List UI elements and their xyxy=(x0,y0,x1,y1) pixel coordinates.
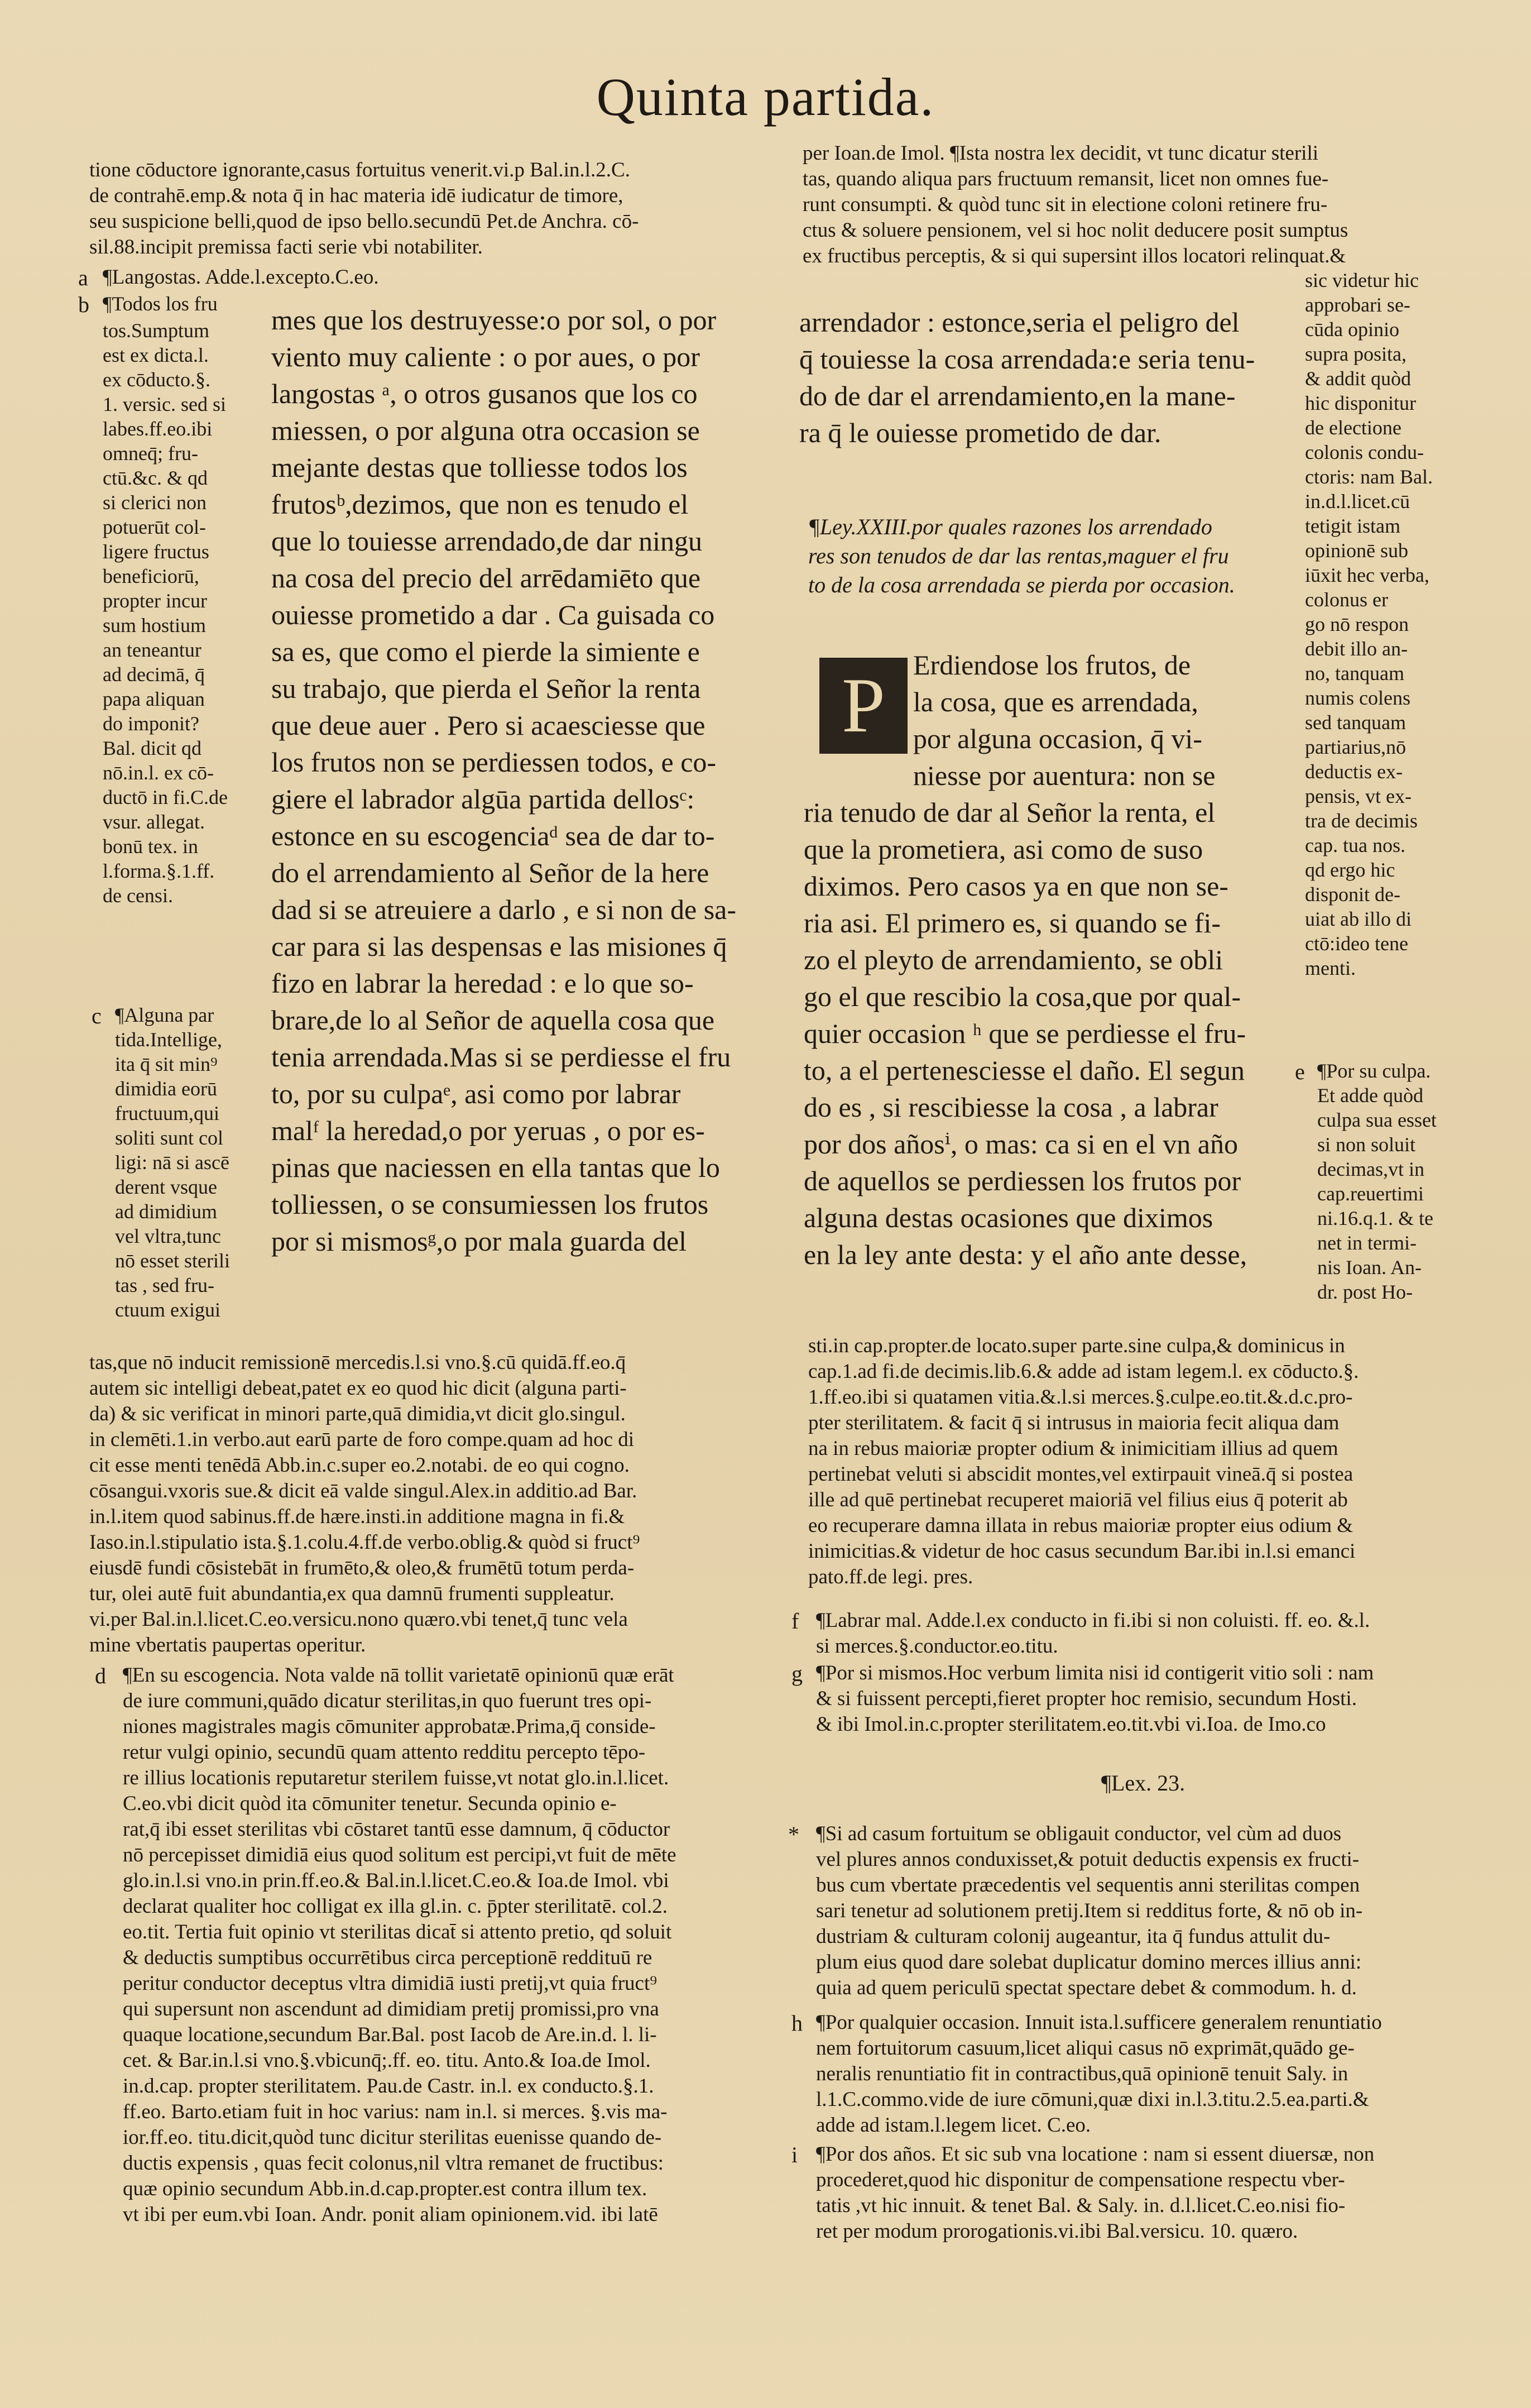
gloss-top-right: per Ioan.de Imol. ¶Ista nostra lex decidit, vt tunc dicatur sterili tas, quando aliqua pars fructuum remansit, licet non omnes fue- runt consumpti. & quòd tunc sit in electione coloni retinere fru- ctus & soluere pensionem, vel si hoc nolit deducere posit sumptus ex fructibus perceptis, & si qui supersint illos locatori relinquat.& xyxy=(803,142,1348,267)
page-title: Quinta partida. xyxy=(596,67,935,127)
marker-i: i xyxy=(791,2142,798,2167)
gloss-h: ¶Por qualquier occasion. Innuit ista.l.sufficere generalem renuntiatio nem fortuitorum casuum,licet aliqui casus nō exprimāt,quādo ge- neralis renuntiatio fit in contractibus,quā opinionē tenuit Saly. in l.1.C.commo.vide de iure cōmuni,quæ dixi in.l.3.titu.2.5.ea.parti.& adde ad istam.l.legem licet. C.eo. xyxy=(816,2011,1382,2137)
marker-g: g xyxy=(791,1661,803,1686)
gloss-top-left: tione cōductore ignorante,casus fortuitus venerit.vi.p Bal.in.l.2.C. de contrahē.emp.& nota q̄ in hac materia idē iudicatur de timore, seu suspicione belli,quod de ipso bello.secundū Pet.de Anchra. cō- sil.88.incipit premissa facti serie vbi notabiliter. xyxy=(89,159,639,258)
lex-label: ¶Lex. 23. xyxy=(1101,1770,1186,1796)
gloss-b-heading: ¶Todos los fru xyxy=(103,293,218,315)
law-heading: ¶Ley.XXIII.por quales razones los arrendado res son tenudos de dar las rentas,maguer el fru to de la cosa arrendada se pierda por occasion. xyxy=(808,514,1235,597)
gloss-f: ¶Labrar mal. Adde.l.ex conducto in fi.ibi si non coluisti. ff. eo. &.l. si merces.§.conductor.eo.titu. xyxy=(816,1609,1370,1658)
gloss-b: tos.Sumptum est ex dicta.l. ex cōducto.§. 1. versic. sed si labes.ff.eo.ibi omneq̄; fru- ctū.&c. & qd si clerici non potuerūt col- ligere fructus beneficiorū, propter incur sum hostium an teneantur ad decimā, q̄ papa aliquan do imponit? Bal. dicit qd nō.in.l. ex cō- ductō in fi.C.de vsur. allegat. bonū tex. in l.forma.§.1.ff. de censi. xyxy=(103,319,228,907)
main-text-right-first-lines: Erdiendose los frutos, de la cosa, que es arrendada, por alguna occasion, q̄ vi- niesse por auentura: non se xyxy=(913,649,1216,791)
main-text-left-column: mes que los destruyesse:o por sol, o por viento muy caliente : o por aues, o por langostas ᵃ, o otros gusanos que los co miessen, o por alguna otra occasion se mejante destas que tolliesse todos los frutosᵇ,dezimos, que non es tenudo el que lo touiesse arrendado,de dar ningu na cosa del precio del arrēdamiēto que ouiesse prometido a dar . Ca guisada co sa es, que como el pierde la simiente e su trabajo, que pierda el Señor la renta que deue auer . Pero si acaesciesse que los frutos non se perdiessen todos, e co- giere el labrador algūa partida dellosᶜ: estonce en su escogenciaᵈ sea de dar to- do el arrendamiento al Señor de la here dad si se atreuiere a darlo , e si non de sa- car para si las despensas e las misiones q̄ fizo en labrar la heredad : e lo que so- brare,de lo al Señor de aquella cosa que tenia arrendada.Mas si se perdiesse el fru to, por su culpaᵉ, asi como por labrar malᶠ la heredad,o por yeruas , o por es- pinas que naciessen en ella tantas que lo tolliessen, o se consumiessen los frutos por si mismosᵍ,o por mala guarda del xyxy=(271,304,737,1257)
marker-h: h xyxy=(791,2010,803,2036)
marker-c: c xyxy=(92,1003,102,1028)
main-text-right-column: ria tenudo de dar al Señor la renta, el que la prometiera, asi como de suso diximos. Pero casos ya en que non se- ria asi. El primero es, si quando se fi- zo el pleyto de arrendamiento, se obli go el que rescibio la cosa,que por qual- quier occasion ʰ que se perdiesse el fru- to, a el pertenesciesse el daño. El segun do es , si rescibiesse la cosa , a labrar por dos añosⁱ, o mas: ca si en el vn año de aquellos se perdiessen los frutos por alguna destas ocasiones que diximos en la ley ante desta: y el año ante desse, xyxy=(804,797,1247,1270)
gloss-i: ¶Por dos años. Et sic sub vna locatione : nam si essent diuersæ, non procederet,quod hic disponitur de compensatione respectu vber- tatis ,vt hic innuit. & tenet Bal. & Saly. in. d.l.licet.C.eo.nisi fio- ret per modum prorogationis.vi.ibi Bal.versicu. 10. quæro. xyxy=(816,2143,1375,2243)
gloss-g: ¶Por si mismos.Hoc verbum limita nisi id contigerit vitio soli : nam & si fuissent percepti,fieret propter hoc remisio, secundum Hosti. & ibi Imol.in.c.propter sterilitatem.eo.tit.vbi vi.Ioa. de Imo.co xyxy=(816,1662,1374,1736)
gloss-a: ¶Langostas. Adde.l.excepto.C.eo. xyxy=(103,266,379,289)
marker-d: d xyxy=(95,1663,106,1688)
initial-letter: P xyxy=(842,662,885,749)
marker-star: * xyxy=(788,1822,799,1847)
marker-b: b xyxy=(78,292,89,317)
marker-f: f xyxy=(791,1608,799,1634)
decorated-initial xyxy=(819,658,908,754)
main-text-right-top: arrendador : estonce,seria el peligro del q̄ touiesse la cosa arrendada:e seria tenu- do de dar el arrendamiento,en la mane- ra q̄ le ouiesse prometido de dar. xyxy=(799,307,1255,448)
gloss-d: ¶En su escogencia. Nota valde nā tollit varietatē opinionū quæ erāt de iure communi,quādo dicatur sterilitas,in quo fuerunt tres opi- niones magistrales magis cōmuniter approbatæ.Prima,q̄ conside- retur vulgi opinio, secundū quam attento redditu percepto tēpo- re illius locationis reputaretur sterilem fuisse,vt notat glo.in.l.licet. C.eo.vbi dicit quòd ita cōmuniter tenetur. Secunda opinio e- rat,q̄ ibi esset sterilitas vbi cōstaret tantū esse damnum, q̄ cōductor nō percepisset dimidiā eius quod solitum est percipi,vt fuit de mēte glo.in.l.si vno.in prin.ff.eo.& Bal.in.l.licet.C.eo.& Ioa.de Imol. vbi declarat qualiter hoc colligat ex illa gl.in. c. p̄pter sterilitatē. col.2. eo.tit. Tertia fuit opinio vt sterilitas dicat̄ si attento pretio, qd soluit & deductis sumptibus occurrētibus circa perceptionē reddituū re peritur conductor deceptus vltra dimidiā iusti pretij,vt quia fruct⁹ qui supersunt non ascendunt ad dimidiam pretij promissi,pro vna quaque locatione,secundum Bar.Bal. post Iacob de Are.in.d. l. li- cet. & Bar.in.l.si vno.§.vbicunq̄;.ff. eo. titu. Anto.& Ioa.de Imol. in.d.cap. propter sterilitatem. Pau.de Castr. in.l. ex conducto.§.1. ff.eo. Barto.etiam fuit in hoc varius: nam in.l. si merces. §.vis ma- ior.ff.eo. titu.dicit,quòd tunc dicitur sterilitas euenisse quando de- ductis expensis , quas fecit colonus,nil vltra remanet de fructibus: quæ opinio secundum Abb.in.d.cap.propter.est contra illum tex. vt ibi per eum.vbi Ioan. Andr. ponit aliam opinionem.vid. ibi latē xyxy=(123,1664,676,2226)
gloss-e: ¶Por su culpa. Et adde quòd culpa sua esset si non soluit decimas,vt in cap.reuertimi ni.16.q.1. & te net in termi- nis Ioan. An- dr. post Ho- xyxy=(1317,1060,1437,1303)
gloss-summary: ¶Si ad casum fortuitum se obligauit conductor, vel cùm ad duos vel plures annos conduxisset,& potuit deductis expensis ex fructi- bus cum vbertate præcedentis vel sequentis anni sterilitas compen sari tenetur ad solutionem pretij.Item si redditus forte, & nō ob in- dustriam & culturam colonij augeantur, ita q̄ fundus attulit du- plum eius quod dare solebat duplicatur domino merces illius anni: quia ad quem periculū spectat spectare debet & commodum. h. d. xyxy=(816,1822,1363,1999)
marker-e: e xyxy=(1295,1059,1305,1084)
gloss-c-continued: tas,que nō inducit remissionē mercedis.l.si vno.§.cū quidā.ff.eo.q̄ autem sic intelligi debeat,patet ex eo quod hic dicit (alguna parti- da) & sic verificat in minori parte,quā dimidia,vt dicit glo.singul. in clemēti.1.in verbo.aut earū parte de foro compe.quam ad hoc di cit esse menti tenēdā Abb.in.c.super eo.2.notabi. de eo qui cogno. cōsangui.vxoris sue.& dicit eā valde singul.Alex.in additio.ad Bar. in.l.item quod sabinus.ff.de hære.insti.in additione magna in fi.& Iaso.in.l.stipulatio ista.§.1.colu.4.ff.de verbo.oblig.& quòd si fruct⁹ eiusdē fundi cōsistebāt in frumēto,& oleo,& frumētū totum perda- tur, olei autē fuit abundantia,ex qua damnū frumenti suppleatur. vi.per Bal.in.l.licet.C.eo.versicu.nono quæro.vbi tenet,q̄ tunc vela mine vbertatis paupertas operitur. xyxy=(89,1351,640,1657)
marker-a: a xyxy=(78,265,88,290)
gloss-right-margin: sic videtur hic approbari se- cūda opinio supra posita, & addit quòd hic disponitur de electione colonis condu- ctoris: nam Bal. in.d.l.licet.cū tetigit istam opinionē sub iūxit hec verba, colonus er go nō respon debit illo an- no, tanquam numis colens sed tanquam partiarius,nō deductis ex- pensis, vt ex- tra de decimis cap. tua nos. qd ergo hic disponit de- uiat ab illo di ctō:ideo tene menti. xyxy=(1305,269,1433,979)
gloss-c: ¶Alguna par tida.Intellige, ita q̄ sit min⁹ dimidia eorū fructuum,qui soliti sunt col ligi: nā si ascē derent vsque ad dimidium vel vltra,tunc nō esset sterili tas , sed fru- ctuum exigui xyxy=(115,1004,230,1321)
gloss-e-continued: sti.in cap.propter.de locato.super parte.sine culpa,& dominicus in cap.1.ad fi.de decimis.lib.6.& adde ad istam legem.l. ex cōducto.§. 1.ff.eo.ibi si quatamen vitia.&.l.si merces.§.culpe.eo.tit.&.d.c.pro- pter sterilitatem. & facit q̄ si intrusus in maioria fecit aliqua dam na in rebus maioriæ propter odium & inimicitiam illius ad quem pertinebat veluti si abscidit montes,vel extirpauit vineā.q̄ si postea ille ad quē pertinebat recuperet maioriā vel filius eius q̄ poterit ab eo recuperare damna illata in rebus maioriæ propter eius odium & inimicitias.& videtur de hoc casus secundum Bar.ibi in.l.si emanci pato.ff.de legi. pres. xyxy=(808,1334,1359,1588)
